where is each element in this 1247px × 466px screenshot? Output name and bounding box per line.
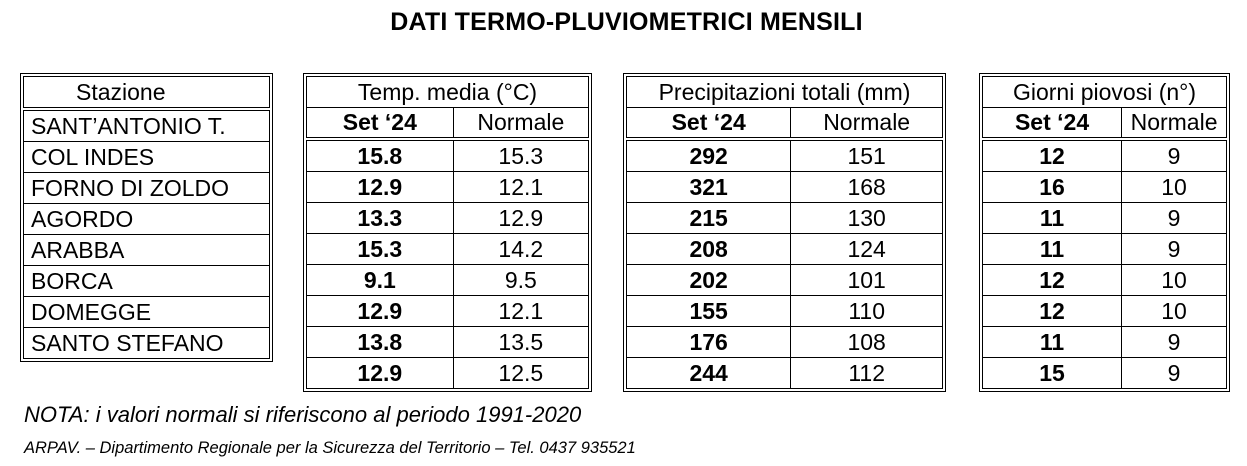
- rainy-days-set24-cell: 11: [983, 234, 1122, 265]
- table-row: [627, 327, 943, 358]
- precipitation-table-body: [627, 77, 943, 389]
- precipitation-set24-cell: 208: [627, 234, 791, 265]
- rainy-days-group-title: Giorni piovosi (n°): [983, 77, 1227, 108]
- station-name-cell: COL INDES: [24, 142, 270, 173]
- table-row: [983, 234, 1227, 265]
- precipitation-normal-cell: 168: [791, 172, 943, 203]
- table-row: [627, 265, 943, 296]
- table-row: [24, 328, 270, 359]
- temperature-normal-cell: 9.5: [453, 265, 588, 296]
- rainy-days-set24-cell: 12: [983, 265, 1122, 296]
- temperature-set24-cell: 15.3: [307, 234, 454, 265]
- temperature-table-body: [307, 77, 589, 389]
- table-row: [24, 297, 270, 328]
- temperature-set24-cell: 12.9: [307, 358, 454, 389]
- table-row: [307, 327, 589, 358]
- table-row: [983, 358, 1227, 389]
- precipitation-set24-header: Set ‘24: [627, 108, 791, 138]
- rainy-days-normal-header: Normale: [1122, 108, 1227, 138]
- temperature-set24-cell: 12.9: [307, 172, 454, 203]
- rainy-days-normal-cell: 9: [1122, 141, 1227, 172]
- rainy-days-set24-cell: 11: [983, 203, 1122, 234]
- table-row: [307, 172, 589, 203]
- precipitation-normal-cell: 110: [791, 296, 943, 327]
- precipitation-normal-cell: 108: [791, 327, 943, 358]
- precipitation-set24-cell: 215: [627, 203, 791, 234]
- station-name-cell: AGORDO: [24, 204, 270, 235]
- station-column-header: Stazione: [24, 77, 270, 108]
- precipitation-set24-cell: 292: [627, 141, 791, 172]
- table-row: [983, 265, 1227, 296]
- table-row: [983, 141, 1227, 172]
- station-name-cell: ARABBA: [24, 235, 270, 266]
- table-row: [627, 234, 943, 265]
- table-row: [24, 173, 270, 204]
- table-row: [24, 266, 270, 297]
- table-row: [627, 296, 943, 327]
- rainy-days-normal-cell: 10: [1122, 296, 1227, 327]
- rainy-days-set24-cell: 12: [983, 141, 1122, 172]
- temperature-set24-cell: 13.3: [307, 203, 454, 234]
- temperature-normal-cell: 12.1: [453, 296, 588, 327]
- precipitation-set24-cell: 176: [627, 327, 791, 358]
- rainy-days-normal-cell: 9: [1122, 203, 1227, 234]
- table-row: [24, 142, 270, 173]
- table-row: [307, 141, 589, 172]
- temperature-set24-header: Set ‘24: [307, 108, 454, 138]
- rainy-days-normal-cell: 10: [1122, 265, 1227, 296]
- rainy-days-set24-cell: 12: [983, 296, 1122, 327]
- precipitation-group-title: Precipitazioni totali (mm): [627, 77, 943, 108]
- table-row: [983, 296, 1227, 327]
- table-row: [307, 358, 589, 389]
- station-name-cell: FORNO DI ZOLDO: [24, 173, 270, 204]
- temperature-normal-cell: 14.2: [453, 234, 588, 265]
- table-row: [24, 204, 270, 235]
- temperature-set24-cell: 12.9: [307, 296, 454, 327]
- precipitation-set24-cell: 202: [627, 265, 791, 296]
- rainy-days-normal-cell: 10: [1122, 172, 1227, 203]
- table-row: [627, 141, 943, 172]
- rainy-days-normal-cell: 9: [1122, 327, 1227, 358]
- table-row: [983, 203, 1227, 234]
- table-row: [627, 203, 943, 234]
- table-row: [307, 203, 589, 234]
- temperature-group-title: Temp. media (°C): [307, 77, 589, 108]
- station-name-cell: BORCA: [24, 266, 270, 297]
- table-row: [983, 172, 1227, 203]
- rainy-days-set24-cell: 16: [983, 172, 1122, 203]
- station-name-cell: SANT’ANTONIO T.: [24, 111, 270, 142]
- precipitation-normal-cell: 130: [791, 203, 943, 234]
- temperature-normal-cell: 12.9: [453, 203, 588, 234]
- station-name-cell: SANTO STEFANO: [24, 328, 270, 359]
- station-table-body: [24, 77, 270, 359]
- precipitation-set24-cell: 244: [627, 358, 791, 389]
- precipitation-normal-cell: 101: [791, 265, 943, 296]
- table-row: [307, 265, 589, 296]
- temperature-table: [303, 73, 592, 392]
- rainy-days-normal-cell: 9: [1122, 234, 1227, 265]
- temperature-normal-header: Normale: [453, 108, 588, 138]
- station-table: [20, 73, 273, 362]
- temperature-normal-cell: 12.5: [453, 358, 588, 389]
- precipitation-set24-cell: 321: [627, 172, 791, 203]
- rainy-days-set24-cell: 15: [983, 358, 1122, 389]
- table-row: [24, 111, 270, 142]
- rainy-days-table-body: [983, 77, 1227, 389]
- temperature-normal-cell: 15.3: [453, 141, 588, 172]
- temperature-normal-cell: 13.5: [453, 327, 588, 358]
- table-row: [627, 172, 943, 203]
- precipitation-normal-cell: 112: [791, 358, 943, 389]
- temperature-normal-cell: 12.1: [453, 172, 588, 203]
- rainy-days-table: [979, 73, 1230, 392]
- temperature-set24-cell: 13.8: [307, 327, 454, 358]
- table-row: [307, 296, 589, 327]
- precipitation-normal-header: Normale: [791, 108, 943, 138]
- rainy-days-normal-cell: 9: [1122, 358, 1227, 389]
- table-row: [983, 327, 1227, 358]
- station-name-cell: DOMEGGE: [24, 297, 270, 328]
- note-text: NOTA: i valori normali si riferiscono al periodo 1991-2020: [24, 402, 582, 427]
- page-title: DATI TERMO-PLUVIOMETRICI MENSILI: [390, 8, 863, 36]
- rainy-days-set24-cell: 11: [983, 327, 1122, 358]
- precipitation-normal-cell: 124: [791, 234, 943, 265]
- footer-text: ARPAV. – Dipartimento Regionale per la Sicurezza del Territorio – Tel. 0437 935521: [24, 439, 636, 457]
- rainy-days-set24-header: Set ‘24: [983, 108, 1122, 138]
- precipitation-table: [623, 73, 946, 392]
- temperature-set24-cell: 15.8: [307, 141, 454, 172]
- temperature-set24-cell: 9.1: [307, 265, 454, 296]
- table-row: [627, 358, 943, 389]
- precipitation-normal-cell: 151: [791, 141, 943, 172]
- table-row: [24, 235, 270, 266]
- table-row: [307, 234, 589, 265]
- precipitation-set24-cell: 155: [627, 296, 791, 327]
